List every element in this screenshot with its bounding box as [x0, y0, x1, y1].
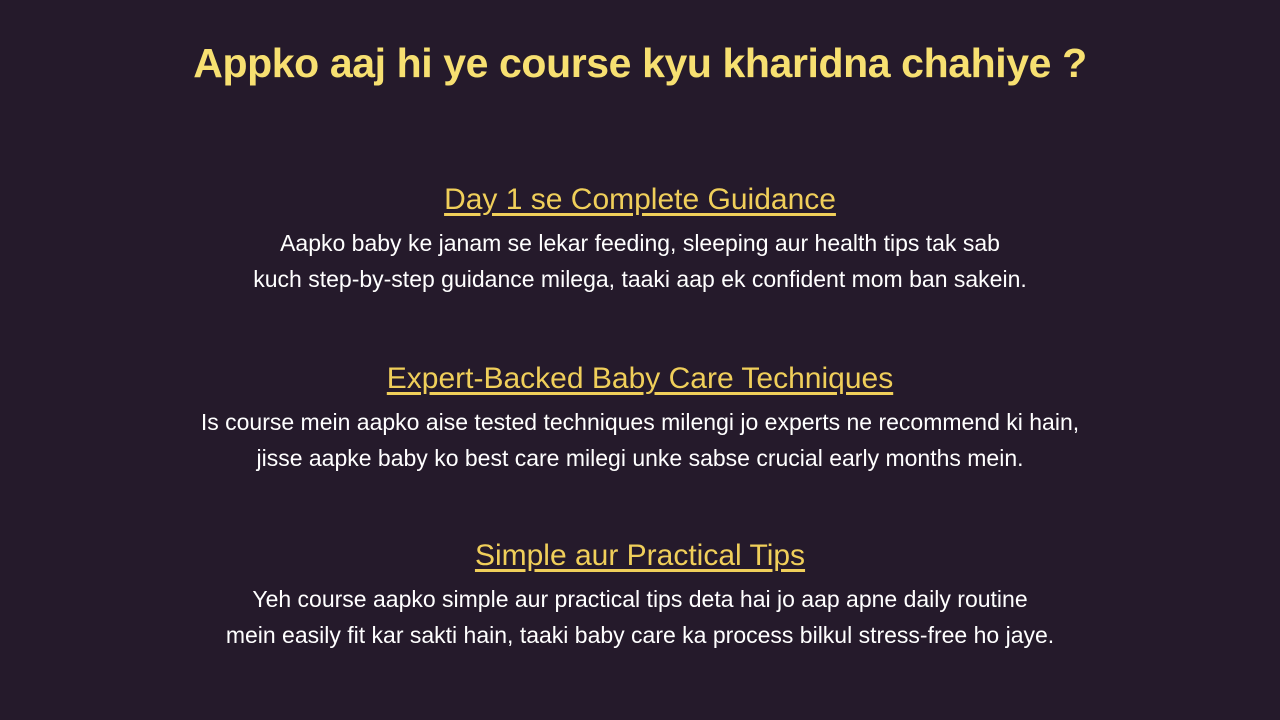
benefits-list	[0, 180, 1280, 699]
benefit-body-line: Aapko baby ke janam se lekar feeding, sleeping aur health tips tak sab	[280, 229, 1000, 256]
benefit-body	[50, 581, 1230, 654]
benefit-heading: Day 1 se Complete Guidance	[444, 183, 836, 216]
benefit-body-line: jisse aapke baby ko best care milegi unke sabse crucial early months mein.	[256, 444, 1024, 471]
benefit-body-line: kuch step-by-step guidance milega, taaki aap ek confident mom ban sakein.	[253, 265, 1027, 292]
benefit-body-line: mein easily fit kar sakti hain, taaki baby care ka process bilkul stress-free ho jaye.	[225, 622, 1055, 649]
benefit-body	[50, 404, 1230, 477]
benefit-heading: Expert-Backed Baby Care Techniques	[386, 362, 894, 396]
benefit-section	[0, 359, 1280, 476]
page-title: Appko aaj hi ye course kyu kharidna chahiye ?	[193, 40, 1087, 87]
benefit-heading: Simple aur Practical Tips	[474, 539, 806, 573]
benefit-body-line: Is course mein aapko aise tested techniques milengi jo experts ne recommend ki hain,	[200, 408, 1080, 435]
benefit-section	[0, 536, 1280, 653]
benefit-body-line: Yeh course aapko simple aur practical tips deta hai jo aap apne daily routine	[252, 585, 1028, 612]
benefit-body	[50, 225, 1230, 298]
benefit-section	[0, 180, 1280, 297]
